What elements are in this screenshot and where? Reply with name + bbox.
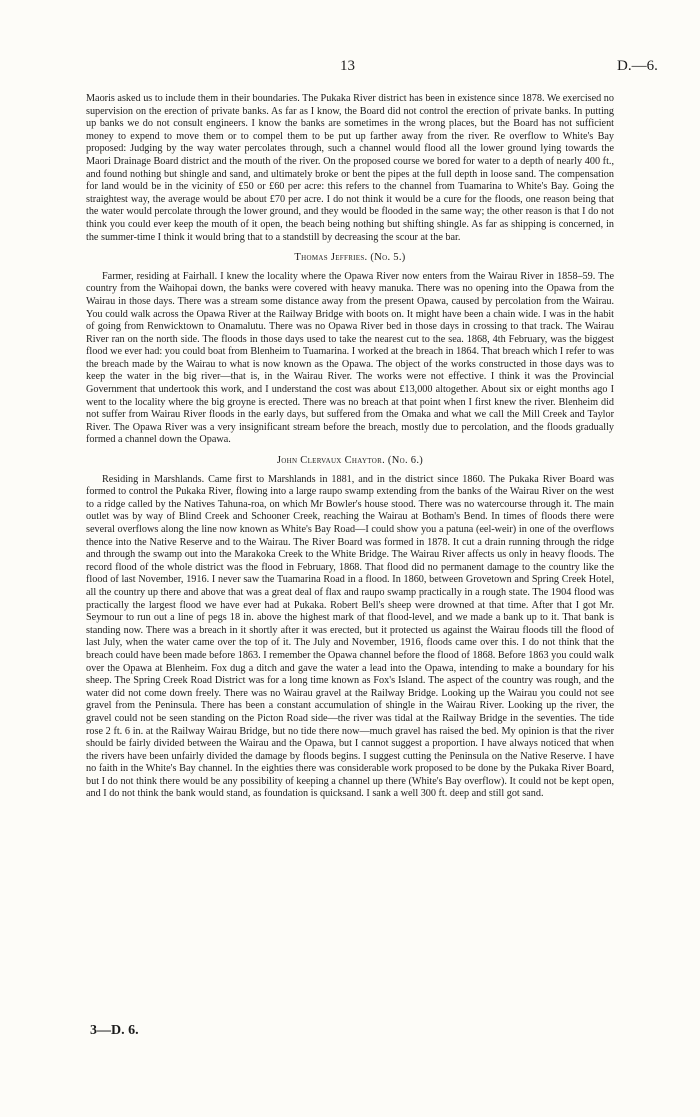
witness-6-heading: John Clervaux Chaytor. (No. 6.) [276,455,424,467]
document-body [86,93,614,801]
witness-5-heading: Thomas Jeffries. (No. 5.) [294,252,406,264]
document-reference: D.—6. [617,58,658,74]
page-header [0,58,700,78]
signature-mark: 3—D. 6. [90,1023,139,1038]
intro-paragraph: Maoris asked us to include them in their boundaries. The Pukaka River district has been in existence since 1878. We exercised no supervision on the erection of private banks. As far as I know, the Board did not control the erection of private banks. In putting up banks we do not consult engineers. I know the banks are sometimes in the wrong places, but the Board has not sufficient money to expend to move them or to compel them to be put up farther away from the river. Re overflow to White's Bay proposed: Judging by the way water percolates through, such a channel would flood all the lower ground lying towards the Maori Drainage Board district and the mouth of the river. On the proposed course we bored for water to a depth of nearly 400 ft., and found nothing but shingle and sand, and ultimately broke or bent the pipes at the full depth in loose sand. The compensation for land would be in the vicinity of £50 or £60 per acre: this refers to the channel from Tuamarina to White's Bay. Going the straightest way, the average would be about £70 per acre. I do not think it would be a cure for the floods, one reason being that the water would percolate through the lower ground, and they would be flooded in the same way; the other reason is that I do not think you could ever keep the mouth of it open, the beach being nothing but shifting shingle. As far as shipping is concerned, in the summer-time I think it would bring that to a standstill by decreasing the scour at the bar. [86,93,614,243]
page-number: 13 [340,58,355,74]
witness-6-testimony: Residing in Marshlands. Came first to Marshlands in 1881, and in the district since 1860. The Pukaka River Board was formed to control the Pukaka River, flowing into a large raupo swamp extending from the banks of the Wairau River on the west to a ridge called by the Natives Tahuna-roa, on which Mr Bowler's house stood. There was no watercourse through it. The main outlet was by way of Blind Creek and Schooner Creek, reaching the Wairau at Botham's Bend. In times of floods there were several overflows along the line now known as White's Bay Road—I could show you a patuna (eel-weir) in one of the overflows thence into the Native Reserve and to the Wairau. The River Board was formed in 1878. It cut a drain running through the ridge and through the swamp out into the Marakoka Creek to the White Bridge. The Wairau River affects us only in heavy floods. The record flood of the whole district was the flood in February, 1868. That flood did no permanent damage to the country like the flood of last November, 1916. I never saw the Tuamarina Road in a flood. In 1860, between Grovetown and Spring Creek Hotel, all the country up there and above that was a great deal of flax and raupo swamp practically in a rough state. The 1904 flood was practically the largest flood we have ever had at Pukaka. Robert Bell's sheep were drowned at that time. After that I got Mr. Seymour to run out a line of pegs 18 in. above the highest mark of that flood-level, and we made a bank up to it. That bank is standing now. There was a breach in it shortly after it was erected, but it protected us against the Wairau floods till the flood of last July, when the water came over the top of it. The July and November, 1916, floods came over this. I do not think that the breach could have been made before 1863. I remember the Opawa channel before the flood of 1868. Before 1863 you could walk over the Opawa at Blenheim. Fox dug a ditch and gave the water a lead into the Opawa, intending to make a boundary for his sheep. The Spring Creek Road District was for a long time known as Fox's Island. The aspect of the country was rough, and the water did not come down freely. There was no Wairau gravel at the Railway Bridge. Looking up the Wairau you could not see gravel from the Peninsula. There has been a constant accumulation of shingle in the Wairau River. Looking up the river, the gravel could not be seen standing on the Picton Road side—the river was tidal at the Railway Bridge in the seventies. The tide rose 2 ft. 6 in. at the Railway Wairau Bridge, but no tide there now—much gravel has raised the bed. My opinion is that the river should be fairly divided between the Wairau and the Opawa, but I cannot suggest a proportion. I have always noticed that when the rivers have been unfairly divided the damage by floods begins. I suggest cutting the Peninsula on the Native Reserve. I have no faith in the White's Bay channel. In the eighties there was considerable work proposed to be done by the Pukaka River Board, but I do not think there would be any possibility of keeping a channel up there (White's Bay overflow). It could not be kept open, and I do not think the bank would stand, as foundation is quicksand. I sank a well 300 ft. deep and still got sand. [86,473,614,800]
witness-5-testimony: Farmer, residing at Fairhall. I knew the locality where the Opawa River now enters from the Wairau River in 1858–59. The country from the Waihopai down, the banks were covered with heavy manuka. There was no opening into the Opawa from the Wairau in those days. There was a stream some distance away from the present Opawa, caused by percolation from the Wairau. You could walk across the Opawa River at the Railway Bridge with boots on. It might have been a chain wide. I was in the habit of going from Renwicktown to Onamalutu. There was no Opawa River bed in those days in crossing to that track. The Wairau River ran on the north side. The floods in those days used to take the nearest cut to the sea. 1868, 4th February, was the biggest flood we ever had: you could boat from Blenheim to Tuamarina. I worked at the breach in 1864. That breach which I refer to was the breach made by the Wairau to what is now known as the Opawa. The object of the works constructed in those days was to keep the water in the big river—that is, in the Wairau River. The works were not effective. I think it was the Provincial Government that undertook this work, and I understand the cost was about £13,000 altogether. About six or eight months ago I went to the locality where the big groyne is erected. There was no breach at that point when I first knew the river. Blenheim did not suffer from Wairau River floods in the early days, but suffered from the Omaka and what we call the Mill Creek and Taylor River. The Opawa River was a very insignificant stream before the breach, mostly due to percolation, and the floods gradually formed a channel down the Opawa. [86,270,614,446]
